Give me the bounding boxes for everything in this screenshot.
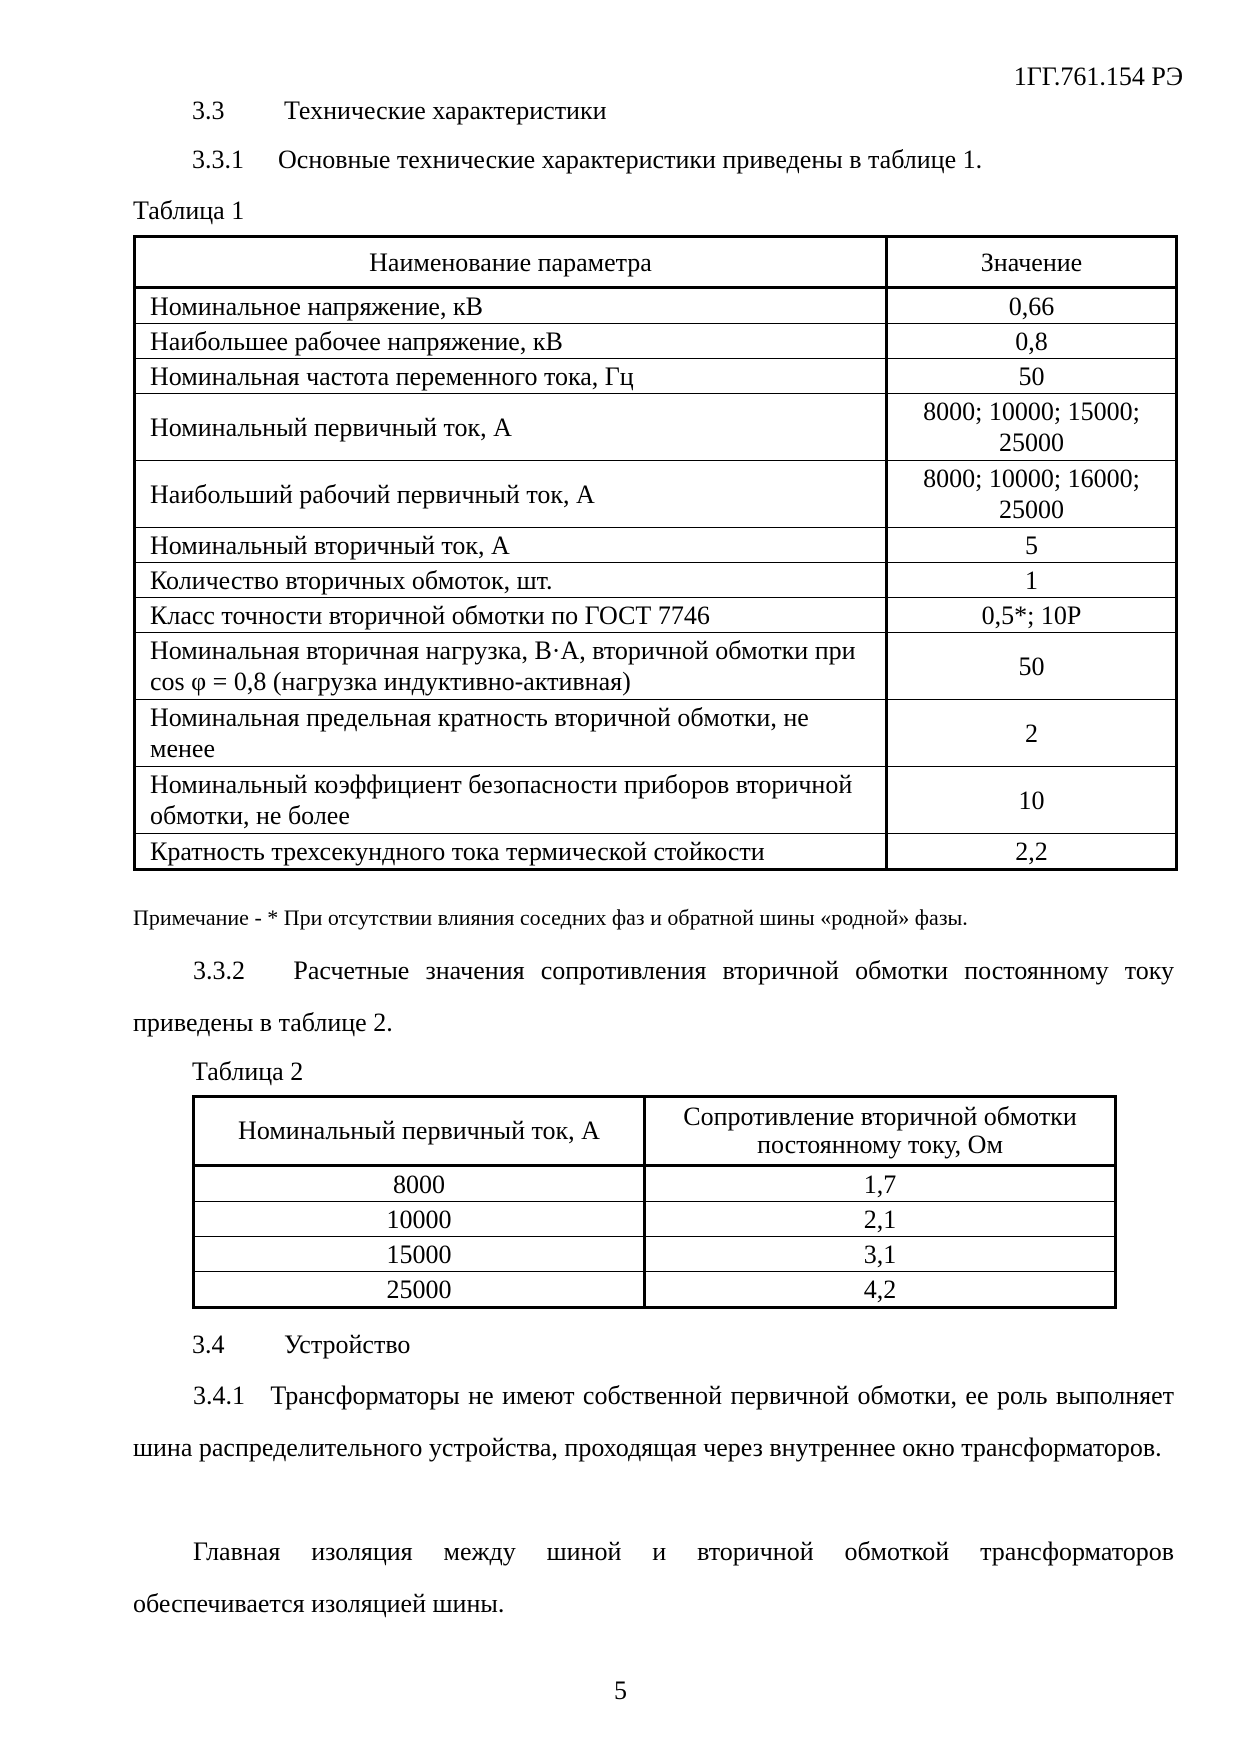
paragraph-text: Основные технические характеристики приведены в таблице 1. [278, 145, 983, 174]
column-header-parameter: Наименование параметра [135, 237, 887, 288]
value-cell: 5 [887, 528, 1177, 563]
value-cell: 50 [887, 633, 1177, 700]
table-row [135, 288, 1177, 324]
param-cell: Номинальная предельная кратность вторичной обмотки, не менее [135, 700, 887, 767]
resistance-cell: 1,7 [645, 1166, 1116, 1202]
paragraph-3-3-1 [192, 145, 982, 175]
paragraph-3-3-2 [133, 945, 1174, 1049]
param-cell: Номинальный коэффициент безопасности приборов вторичной обмотки, не более [135, 767, 887, 834]
resistance-cell: 3,1 [645, 1237, 1116, 1272]
section-title: Устройство [284, 1330, 411, 1359]
column-header-value: Значение [887, 237, 1177, 288]
current-cell: 10000 [194, 1202, 645, 1237]
section-title: Технические характеристики [284, 96, 607, 125]
table-row [135, 461, 1177, 528]
document-code: 1ГГ.761.154 РЭ [1013, 62, 1183, 91]
param-cell: Кратность трехсекундного тока термической стойкости [135, 834, 887, 870]
param-cell: Количество вторичных обмоток, шт. [135, 563, 887, 598]
table2-caption: Таблица 2 [192, 1057, 304, 1086]
column-header-resistance: Сопротивление вторичной обмотки постоянному току, Ом [645, 1097, 1116, 1166]
paragraph-number: 3.3.1 [192, 145, 244, 174]
param-cell: Номинальный вторичный ток, А [135, 528, 887, 563]
value-cell: 1 [887, 563, 1177, 598]
table-row [194, 1166, 1116, 1202]
page-number: 5 [614, 1676, 627, 1705]
table-row [194, 1272, 1116, 1308]
section-number: 3.4 [192, 1330, 225, 1359]
current-cell: 8000 [194, 1166, 645, 1202]
value-cell: 50 [887, 359, 1177, 394]
table-row [135, 767, 1177, 834]
resistance-cell: 4,2 [645, 1272, 1116, 1308]
table-row [194, 1237, 1116, 1272]
table-row [194, 1202, 1116, 1237]
current-cell: 25000 [194, 1272, 645, 1308]
table-row [135, 324, 1177, 359]
paragraph-number: 3.4.1 [193, 1381, 245, 1410]
table-row [135, 563, 1177, 598]
table1-note: Примечание - * При отсутствии влияния соседних фаз и обратной шины «родной» фазы. [133, 905, 968, 930]
paragraph-text: Трансформаторы не имеют собственной первичной обмотки, ее роль выполняет шина распределительного устройства, проходящая через внутреннее окно трансформаторов. [133, 1381, 1174, 1462]
table-row [135, 359, 1177, 394]
section-number: 3.3 [192, 96, 225, 125]
paragraph-number: 3.3.2 [193, 956, 245, 985]
paragraph-text: Расчетные значения сопротивления вторичной обмотки постоянному току приведены в таблице 2. [133, 956, 1175, 1037]
section-heading-3-3 [192, 96, 607, 126]
param-cell: Номинальная частота переменного тока, Гц [135, 359, 887, 394]
value-cell: 10 [887, 767, 1177, 834]
table-row [135, 528, 1177, 563]
value-cell: 8000; 10000; 15000; 25000 [887, 394, 1177, 461]
table-header-row [194, 1097, 1116, 1166]
table-row [135, 700, 1177, 767]
section-heading-3-4 [192, 1330, 410, 1360]
param-cell: Номинальный первичный ток, А [135, 394, 887, 461]
table-header-row [135, 237, 1177, 288]
value-cell: 0,5*; 10Р [887, 598, 1177, 633]
value-cell: 0,66 [887, 288, 1177, 324]
value-cell: 2 [887, 700, 1177, 767]
column-header-current: Номинальный первичный ток, А [194, 1097, 645, 1166]
table-row [135, 834, 1177, 870]
current-cell: 15000 [194, 1237, 645, 1272]
param-cell: Наибольший рабочий первичный ток, А [135, 461, 887, 528]
table1-caption: Таблица 1 [133, 196, 245, 225]
table2-resistance [192, 1095, 1117, 1309]
param-cell: Класс точности вторичной обмотки по ГОСТ 7746 [135, 598, 887, 633]
paragraph-insulation: Главная изоляция между шиной и вторичной обмоткой трансформаторов обеспечивается изоляцией шины. [133, 1537, 1174, 1618]
param-cell: Наибольшее рабочее напряжение, кВ [135, 324, 887, 359]
value-cell: 2,2 [887, 834, 1177, 870]
value-cell: 8000; 10000; 16000; 25000 [887, 461, 1177, 528]
resistance-cell: 2,1 [645, 1202, 1116, 1237]
table-row [135, 394, 1177, 461]
table-row [135, 598, 1177, 633]
paragraph-3-4-1 [133, 1370, 1174, 1474]
value-cell: 0,8 [887, 324, 1177, 359]
table1-specifications [133, 235, 1178, 871]
param-cell: Номинальная вторичная нагрузка, В·А, вторичной обмотки при cos φ = 0,8 (нагрузка индуктивно-активная) [135, 633, 887, 700]
param-cell: Номинальное напряжение, кВ [135, 288, 887, 324]
table-row [135, 633, 1177, 700]
